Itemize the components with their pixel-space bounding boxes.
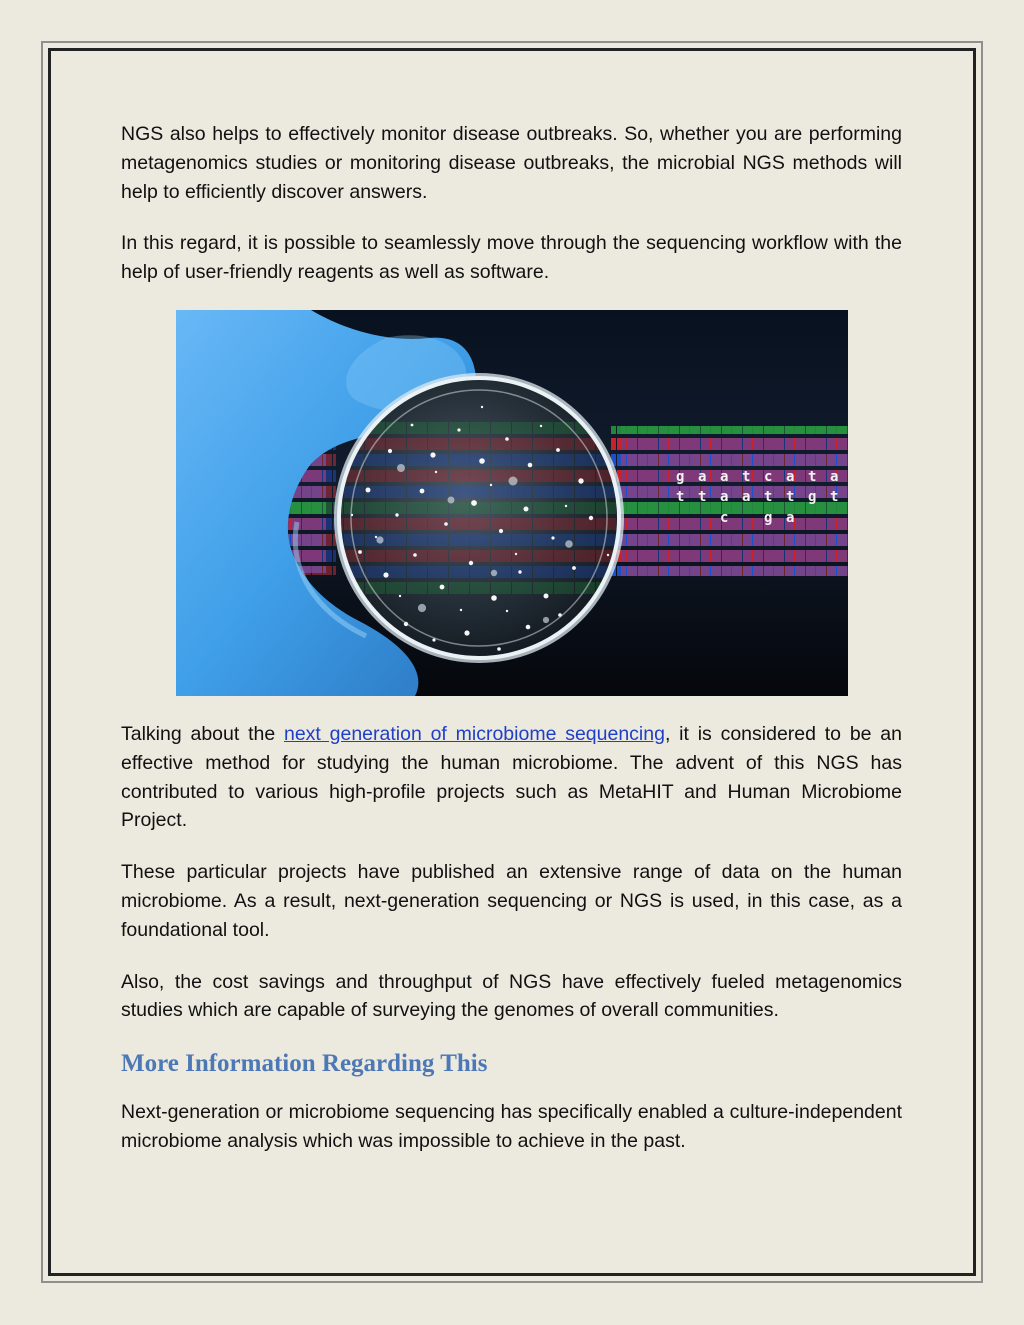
dna-letter: c xyxy=(764,468,773,485)
dna-letter: t xyxy=(698,488,707,505)
paragraph-culture-independent: Next-generation or microbiome sequencing has specifically enabled a culture-independent microbiome analysis which was impossible to achieve in the past. xyxy=(121,1101,902,1152)
dna-letter: a xyxy=(830,468,839,485)
dna-letter: t xyxy=(676,488,685,505)
dna-letter: a xyxy=(742,488,751,505)
petri-dish-dna-image xyxy=(176,310,848,696)
section-heading: More Information Regarding This xyxy=(121,1050,488,1078)
dna-letter: a xyxy=(786,509,795,526)
dna-letter: g xyxy=(808,488,817,505)
dna-letter: t xyxy=(742,468,751,485)
paragraph-microbiome-sequencing xyxy=(121,720,902,835)
document-content xyxy=(121,120,902,1179)
dna-letter: a xyxy=(720,488,729,505)
dna-letter: c xyxy=(720,509,729,526)
paragraph-cost-savings: Also, the cost savings and throughput of NGS have effectively fueled metagenomics studies which are capable of surveying the genomes of overall communities. xyxy=(121,970,902,1022)
paragraph-text: , it is considered to be an effective method for studying the human microbiome. The advent of this NGS has contributed to various high-profile projects such as MetaHIT and Human Microbiome Project. xyxy=(121,722,902,832)
dna-letter: a xyxy=(720,468,729,485)
dna-letter: a xyxy=(698,468,707,485)
paragraph-sequencing-workflow: In this regard, it is possible to seamlessly move through the sequencing workflow with the help of user-friendly reagents as well as software. xyxy=(121,232,902,284)
dna-letter: t xyxy=(830,488,839,505)
paragraph-text: Talking about the xyxy=(121,722,284,745)
dna-letter: a xyxy=(786,468,795,485)
paragraph-disease-outbreaks: NGS also helps to effectively monitor disease outbreaks. So, whether you are performing metagenomics studies or monitoring disease outbreaks, the microbial NGS methods will help to efficiently discover answers. xyxy=(121,123,902,203)
dna-letter: t xyxy=(808,468,817,485)
dna-letter: g xyxy=(764,509,773,526)
dna-letter: g xyxy=(676,468,685,485)
dna-letter: t xyxy=(786,488,795,505)
paragraph-published-projects: These particular projects have published an extensive range of data on the human microbiome. As a result, next-generation sequencing or NGS is used, in this case, as a foundational tool. xyxy=(121,861,902,941)
microbiome-sequencing-link[interactable]: next generation of microbiome sequencing xyxy=(283,722,665,745)
dna-letter: t xyxy=(764,488,773,505)
